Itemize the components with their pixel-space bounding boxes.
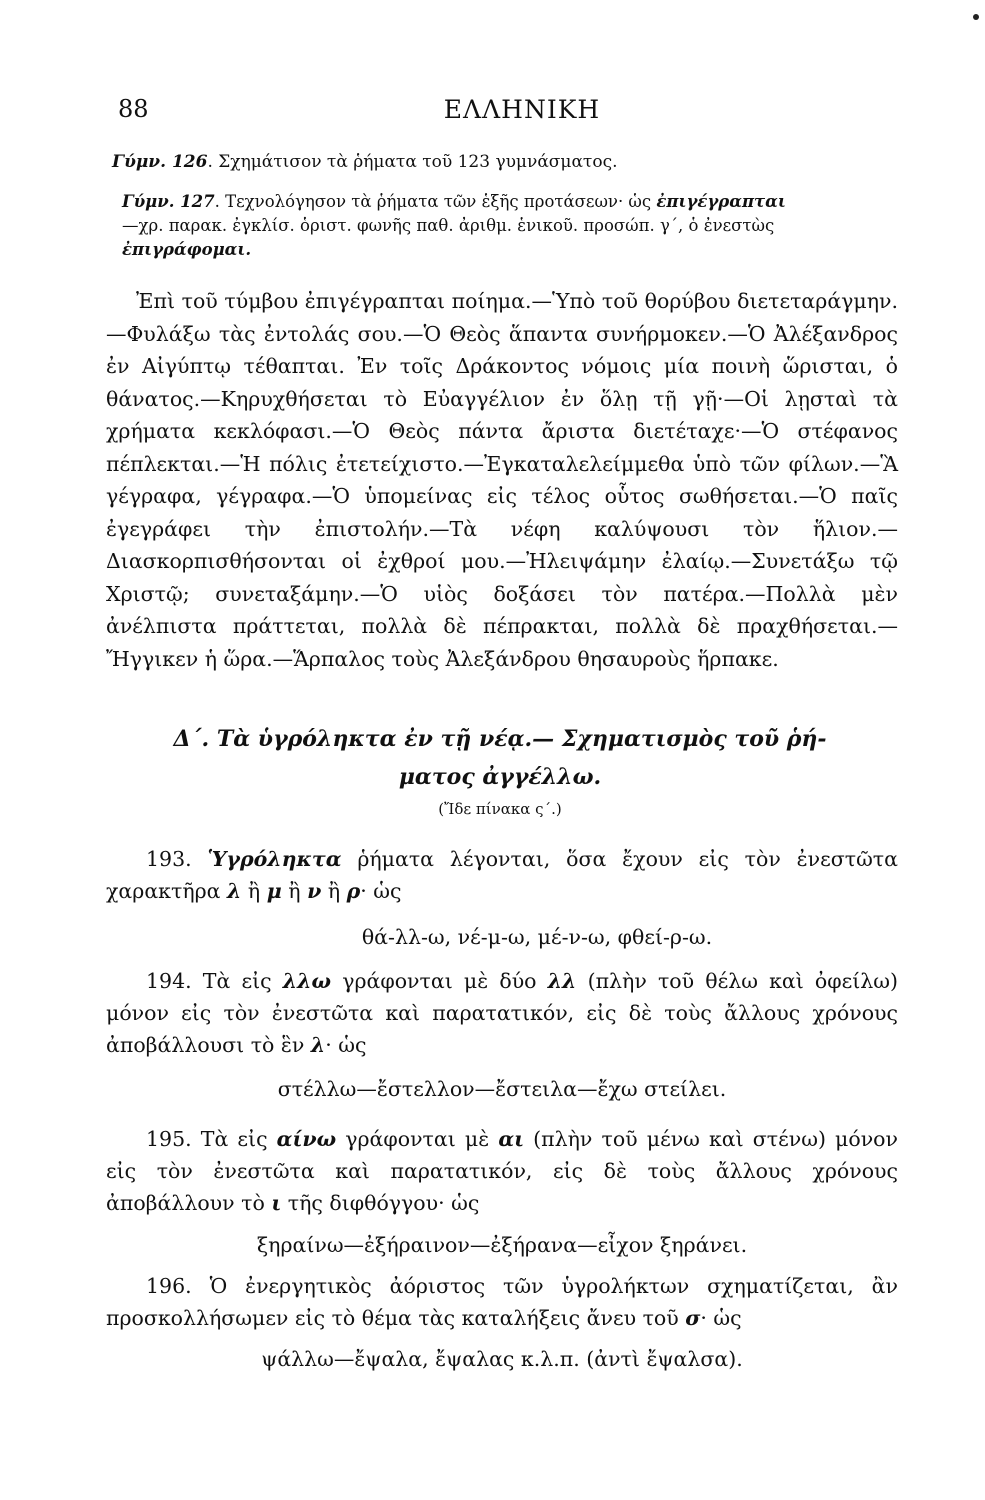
example-193: θά-λλ-ω, νέ-μ-ω, μέ-ν-ω, φθεί-ρ-ω.: [361, 925, 713, 949]
exercise-label: Γύμν. 127: [122, 192, 215, 211]
conjunction: ἢ: [281, 879, 308, 903]
exercise-emphasis: ἐπιγέγραπται: [656, 192, 786, 211]
paragraph-text: (πλὴν τοῦ θέλω καὶ ὀφείλω) μόνον εἰς τὸν ἐνεστῶτα καὶ παρατατικόν, εἰς δὲ τοὺς ἄλλους χρόνους ἀποβάλλουσι τὸ ἓν: [106, 969, 898, 1057]
ending: λλω: [282, 969, 332, 993]
exercise-sentences: Ἐπὶ τοῦ τύμβου ἐπιγέγραπται ποίημα.—Ὑπὸ τοῦ θορύβου διετεταράγμην.—Φυλάξω τὰς ἐντολάς σου.—Ὁ Θεὸς ἅπαντα συνήρμοκεν.—Ὁ Ἀλέξανδρος ἐν Αἰγύπτῳ τέθαπται. Ἐν τοῖς Δράκοντος νόμοις μία ποινὴ ὥρισται, ὁ θάνατος.—Κηρυχθήσεται τὸ Εὐαγγέλιον ἐν ὅλῃ τῇ γῇ·—Οἱ λῃσταὶ τὰ χρήματα κεκλόφασι.—Ὁ Θεὸς πάντα ἄριστα διετέταχε·—Ὁ στέφανος πέπλεκται.—Ἡ πόλις ἐτετείχιστο.—Ἐγκαταλελείμμεθα ὑπὸ τῶν φίλων.—Ἃ γέγραφα, γέγραφα.—Ὁ ὑπομείνας εἰς τέλος οὗτος σωθήσεται.—Ὁ παῖς ἐγεγράφει τὴν ἐπιστολήν.—Τὰ νέφη καλύψουσι τὸν ἥλιον.—Διασκορπισθήσονται οἱ ἐχθροί μου.—Ἠλειψάμην ἐλαίῳ.—Συνετάξω τῷ Χριστῷ; συνεταξάμην.—Ὁ υἱὸς δοξάσει τὸν πατέρα.—Πολλὰ μὲν ἀνέλπιστα πράττεται, πολλὰ δὲ πέπρακται, πολλὰ δὲ πραχθήσεται.—Ἤγγικεν ἡ ὥρα.—Ἅρπαλος τοὺς Ἀλεξάνδρου θησαυροὺς ἥρπακε.: [106, 289, 898, 671]
paragraph-text: Τὰ εἰς: [191, 1127, 277, 1151]
paragraph-text: · ὡς: [700, 1306, 742, 1330]
exercise-label: Γύμν. 126: [112, 152, 208, 172]
double-lambda: λλ: [547, 969, 577, 993]
ink-speck: [973, 14, 979, 20]
section-reference: (Ἴδε πίνακα ς΄.): [438, 800, 562, 818]
exercise-text: . Τεχνολόγησον τὰ ῥήματα τῶν ἑξῆς προτάσεων· ὡς: [214, 192, 652, 211]
page-number: 88: [118, 95, 149, 123]
example-196: ψάλλω—ἔψαλα, ἔψαλας κ.λ.π. (ἀντὶ ἔψαλσα).: [261, 1347, 743, 1371]
letter-lambda: λ: [310, 1033, 326, 1057]
letter-mu: μ: [266, 879, 282, 903]
exercise-127-line1: [122, 190, 907, 214]
exercise-text: . Σχημάτισον τὰ ῥήματα τοῦ 123 γυμνάσματος.: [207, 152, 618, 172]
letter-iota: ι: [271, 1191, 282, 1215]
section-title: [110, 720, 890, 796]
exercise-127-line2: —χρ. παρακ. ἐγκλίσ. ὁριστ. φωνῆς παθ. ἀριθμ. ἑνικοῦ. προσώπ. γ΄, ὁ ἐνεστὼς: [122, 216, 775, 235]
paragraph-193: [106, 843, 898, 907]
paragraph-number: 195.: [146, 1127, 192, 1151]
paragraph-text: ῥήματα λέγονται, ὅσα ἔχουν εἰς τὸν ἐνεστῶτα χαρακτῆρα: [106, 847, 898, 903]
page-header: [112, 95, 892, 135]
paragraph-195: [106, 1123, 898, 1219]
paragraph-number: 193.: [146, 847, 192, 871]
paragraph-text: · ὡς: [360, 879, 402, 903]
letter-nu: ν: [307, 879, 322, 903]
paragraph-text: τῆς διφθόγγου· ὡς: [281, 1191, 480, 1215]
letter-rho: ρ: [346, 879, 361, 903]
conjunction: ἢ: [321, 879, 347, 903]
paragraph-text: (πλὴν τοῦ μένω καὶ στένω) μόνον εἰς τὸν ἐνεστῶτα καὶ παρατατικόν, εἰς δὲ τοὺς ἄλλους χρόνους ἀποβάλλουν τὸ: [106, 1127, 898, 1215]
diphthong: αι: [498, 1127, 525, 1151]
paragraph-text: γράφονται μὲ δύο: [331, 969, 548, 993]
paragraph-194: [106, 965, 898, 1061]
example-195: ξηραίνω—ἐξήραινον—ἐξήρανα—εἶχον ξηράνει.: [256, 1233, 748, 1257]
letter-sigma: σ: [685, 1306, 701, 1330]
running-title: ΕΛΛΗΝΙΚΗ: [443, 95, 601, 124]
paragraph-number: 194.: [146, 969, 192, 993]
exercise-127-line3: ἐπιγράφομαι.: [122, 240, 252, 259]
exercise-127: [112, 190, 907, 262]
section-title-line2: ματος ἀγγέλλω.: [398, 764, 602, 790]
paragraph-text: · ὡς: [325, 1033, 367, 1057]
paragraph-text: Ὁ ἐνεργητικὸς ἀόριστος τῶν ὑγρολήκτων σχηματίζεται, ἂν προσκολλήσωμεν εἰς τὸ θέμα τὰς καταλήξεις ἄνευ τοῦ: [106, 1274, 898, 1330]
example-194: στέλλω—ἔστελλον—ἔστειλα—ἔχω στείλει.: [277, 1077, 727, 1101]
section-title-line1: Δ΄. Τὰ ὑγρόληκτα ἐν τῇ νέᾳ.— Σχηματισμὸς τοῦ ῥή-: [173, 726, 827, 752]
conjunction: ἢ: [241, 879, 267, 903]
paragraph-text: γράφονται μὲ: [336, 1127, 499, 1151]
paragraph-text: Τὰ εἰς: [191, 969, 283, 993]
term: Ὑγρόληκτα: [207, 847, 342, 871]
ending: αίνω: [276, 1127, 337, 1151]
letter-lambda: λ: [227, 879, 242, 903]
paragraph-number: 196.: [146, 1274, 192, 1298]
paragraph-196: [106, 1270, 898, 1334]
exercise-126: [112, 150, 897, 175]
